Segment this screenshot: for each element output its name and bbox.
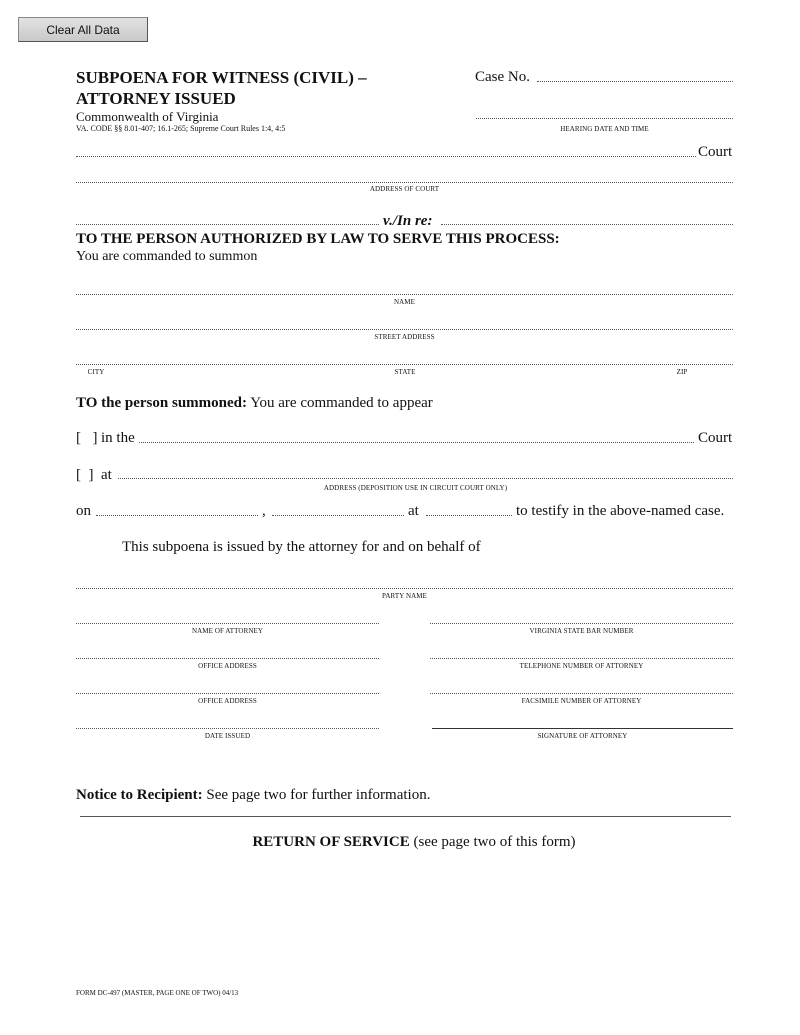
return-rest: (see page two of this form) <box>409 834 576 850</box>
at-label: at <box>101 467 112 483</box>
court-name-line <box>76 156 696 157</box>
court-suffix: Court <box>698 144 733 160</box>
city-state-zip-input[interactable] <box>76 349 733 363</box>
street-address-input[interactable] <box>76 314 733 328</box>
court-name-input[interactable] <box>76 141 696 155</box>
deposition-address-input[interactable] <box>118 463 733 477</box>
fax-caption: FACSIMILE NUMBER OF ATTORNEY <box>521 697 642 705</box>
court-address-input[interactable] <box>76 167 733 181</box>
form-id: FORM DC-497 (MASTER, PAGE ONE OF TWO) 04/13 <box>76 989 239 997</box>
office-address2-line <box>76 693 379 694</box>
summoned-heading-bold: TO the person summoned: <box>76 395 247 411</box>
bar-number-caption: VIRGINIA STATE BAR NUMBER <box>529 627 634 635</box>
deposition-address-line <box>118 478 733 479</box>
service-heading: TO THE PERSON AUTHORIZED BY LAW TO SERVE THIS PROCESS: <box>76 231 560 247</box>
code-reference: VA. CODE §§ 8.01-407; 16.1-265; Supreme Court Rules 1:4, 4:5 <box>76 124 286 133</box>
appear-court-suffix: Court <box>698 430 733 446</box>
phone-line <box>430 658 733 659</box>
appear-time-line <box>426 515 512 516</box>
court-checkbox[interactable]: [ ] <box>76 430 98 446</box>
jurisdiction: Commonwealth of Virginia <box>76 109 219 124</box>
hearing-date-caption: HEARING DATE AND TIME <box>560 125 649 133</box>
city-caption: CITY <box>87 368 105 376</box>
return-of-service <box>0 834 800 851</box>
bar-number-line <box>430 623 733 624</box>
appear-date-line <box>96 515 258 516</box>
office-address1-input[interactable] <box>76 643 379 657</box>
notice-to-recipient <box>76 787 430 804</box>
attorney-name-line <box>76 623 379 624</box>
office-address2-input[interactable] <box>76 678 379 692</box>
date-comma: , <box>262 503 266 519</box>
issued-by-text: This subpoena is issued by the attorney for and on behalf of <box>122 539 481 555</box>
deposition-checkbox[interactable]: [ ] <box>76 467 94 483</box>
street-address-caption: STREET ADDRESS <box>374 333 435 341</box>
notice-rest: See page two for further information. <box>202 787 431 803</box>
date-issued-caption: DATE ISSUED <box>204 732 251 740</box>
summoned-heading <box>76 395 433 412</box>
fax-line <box>430 693 733 694</box>
court-address-line <box>76 182 733 183</box>
vs-label: v./In re: <box>383 213 433 229</box>
state-caption: STATE <box>394 368 416 376</box>
phone-input[interactable] <box>430 643 733 657</box>
plaintiff-input[interactable] <box>76 209 379 223</box>
party-name-line <box>76 588 733 589</box>
testify-text: to testify in the above-named case. <box>516 503 725 519</box>
date-issued-line <box>76 728 379 729</box>
street-address-line <box>76 329 733 330</box>
summoned-heading-rest: You are commanded to appear <box>247 395 433 411</box>
bar-number-input[interactable] <box>430 608 733 622</box>
witness-name-caption: NAME <box>393 298 415 306</box>
case-no-label: Case No. <box>475 69 530 85</box>
hearing-date-input[interactable] <box>476 103 733 117</box>
appear-time-input[interactable] <box>426 500 512 514</box>
date-issued-input[interactable] <box>76 713 379 727</box>
court-address-caption: ADDRESS OF COURT <box>369 185 440 193</box>
witness-name-input[interactable] <box>76 279 733 293</box>
attorney-name-caption: NAME OF ATTORNEY <box>191 627 264 635</box>
in-the-label: in the <box>101 430 135 446</box>
section-divider <box>80 816 731 817</box>
city-state-zip-line <box>76 364 733 365</box>
signature-input[interactable] <box>432 713 733 727</box>
defendant-input[interactable] <box>441 209 733 223</box>
on-label: on <box>76 503 91 519</box>
witness-name-line <box>76 294 733 295</box>
party-name-caption: PARTY NAME <box>382 592 427 600</box>
hearing-date-line <box>476 118 733 119</box>
appear-year-input[interactable] <box>272 500 404 514</box>
case-no-input[interactable] <box>537 66 733 80</box>
fax-input[interactable] <box>430 678 733 692</box>
signature-caption: SIGNATURE OF ATTORNEY <box>537 732 628 740</box>
form-title-line2: ATTORNEY ISSUED <box>76 89 236 108</box>
form-title-line1: SUBPOENA FOR WITNESS (CIVIL) – <box>76 68 367 87</box>
defendant-line <box>441 224 733 225</box>
appear-year-line <box>272 515 404 516</box>
attorney-name-input[interactable] <box>76 608 379 622</box>
appear-court-line <box>139 442 694 443</box>
office-address1-caption: OFFICE ADDRESS <box>198 662 257 670</box>
signature-line <box>432 728 733 729</box>
office-address1-line <box>76 658 379 659</box>
appear-court-input[interactable] <box>139 427 694 441</box>
return-bold: RETURN OF SERVICE <box>252 834 410 850</box>
plaintiff-line <box>76 224 379 225</box>
case-no-line <box>537 81 733 82</box>
appear-date-input[interactable] <box>96 500 258 514</box>
zip-caption: ZIP <box>676 368 688 376</box>
clear-all-data-button[interactable]: Clear All Data <box>18 17 148 42</box>
office-address2-caption: OFFICE ADDRESS <box>198 697 257 705</box>
notice-bold: Notice to Recipient: <box>76 787 203 803</box>
at-time-label: at <box>408 503 419 519</box>
service-command: You are commanded to summon <box>76 249 258 264</box>
party-name-input[interactable] <box>76 573 733 587</box>
deposition-address-caption: ADDRESS (DEPOSITION USE IN CIRCUIT COURT ONLY) <box>323 484 508 492</box>
phone-caption: TELEPHONE NUMBER OF ATTORNEY <box>519 662 644 670</box>
